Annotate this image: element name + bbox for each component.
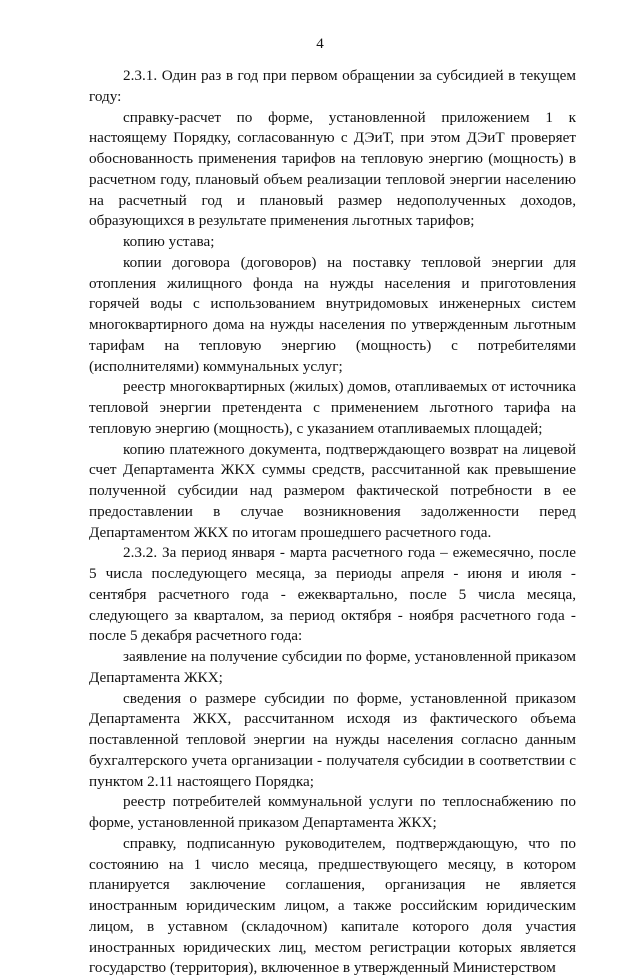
page-number: 4 xyxy=(316,36,324,52)
paragraph-subsidy-application: заявление на получение субсидии по форме, установленной приказом Департамента ЖКХ; xyxy=(89,648,576,686)
paragraph-subsidy-size-info: сведения о размере субсидии по форме, установленной приказом Департамента ЖКХ, рассчитанном исходя из фактического объема поставленной тепловой энергии на нужды населения согласно данным бухгалтерского учета организации - получателя субсидии в соответствии с пунктом 2.11 настоящего Порядка; xyxy=(89,689,576,790)
paragraph-2-3-2-intro: 2.3.2. За период января - марта расчетного года – ежемесячно, после 5 числа последующего месяца, за периоды апреля - июня и июля - сентября расчетного года - ежеквартально, после 5 числа месяца, следующего за кварталом, за период октября - ноября расчетного года - после 5 декабря расчетного года: xyxy=(89,544,576,645)
paragraph-2-3-1-intro: 2.3.1. Один раз в год при первом обращении за субсидией в текущем году: xyxy=(89,67,576,105)
paragraph-payment-document: копию платежного документа, подтверждающего возврат на лицевой счет Департамента ЖКХ суммы средств, рассчитанной как превышение полученной субсидии над размером фактической потребности в ее предоставлении в случае возникновения задолженности перед Департаментом ЖКХ по итогам прошедшего расчетного года. xyxy=(89,440,576,541)
paragraph-buildings-register: реестр многоквартирных (жилых) домов, отапливаемых от источника тепловой энергии претендента с применением льготного тарифа на тепловую энергию (мощность), с указанием отапливаемых площадей; xyxy=(89,378,576,437)
paragraph-contract-copies: копии договора (договоров) на поставку тепловой энергии для отопления жилищного фонда на нужды населения и приготовления горячей воды с использованием внутридомовых инженерных систем многоквартирного дома на нужды населения по утвержденным льготным тарифам на тепловую энергию (мощность) с потребителями (исполнителями) коммунальных услуг; xyxy=(89,253,576,375)
paragraph-head-certificate: справку, подписанную руководителем, подтверждающую, что по состоянию на 1 число месяца, предшествующего месяцу, в котором планируется заключение соглашения, организация не является иностранным юридическим лицом, а также российским юридическим лицом, в уставном (складочном) капитале которого доля участия иностранных юридических лиц, местом регистрации которых является государство (территория), включенное в утвержденный Министерством xyxy=(89,834,576,977)
paragraph-consumers-register: реестр потребителей коммунальной услуги по теплоснабжению по форме, установленной приказом Департамента ЖКХ; xyxy=(89,793,576,831)
document-body xyxy=(89,66,576,979)
paragraph-calculation-certificate: справку-расчет по форме, установленной приложением 1 к настоящему Порядку, согласованную с ДЭиТ, при этом ДЭиТ проверяет обоснованность применения тарифов на тепловую энергию (мощность) в расчетном году, плановый объем реализации тепловой энергии населению на расчетный год и плановый размер недополученных доходов, образующихся в результате применения льготных тарифов; xyxy=(89,108,576,230)
paragraph-charter-copy: копию устава; xyxy=(123,233,215,250)
